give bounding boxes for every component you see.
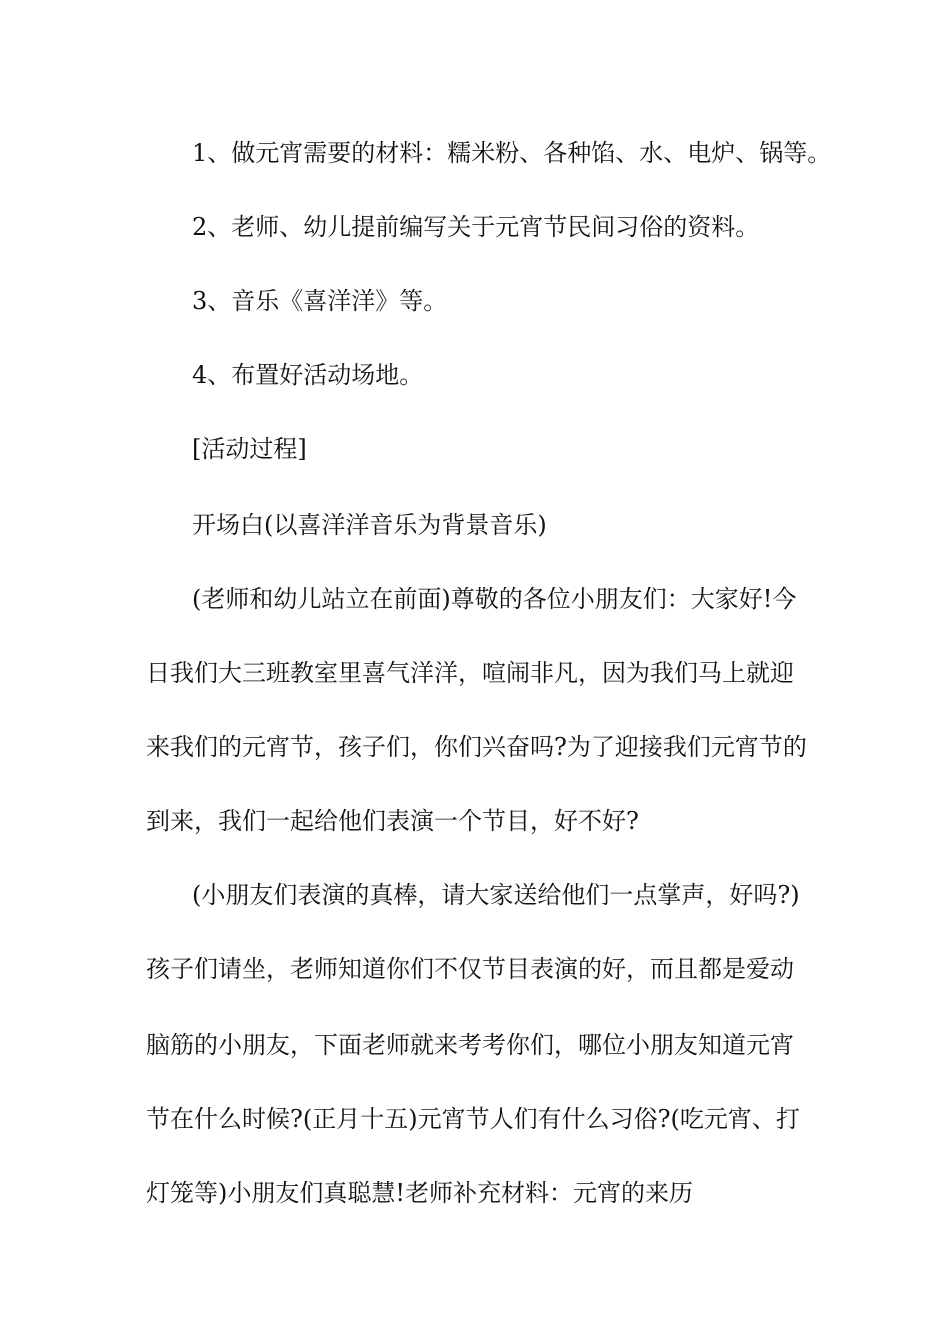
text-line-6: 开场白(以喜洋洋音乐为背景音乐) <box>192 511 547 539</box>
text-line-1: 1、做元宵需要的材料：糯米粉、各种馅、水、电炉、锅等。 <box>192 139 832 167</box>
text-line-12: 孩子们请坐，老师知道你们不仅节目表演的好，而且都是爱动 <box>146 955 794 983</box>
text-line-13: 脑筋的小朋友，下面老师就来考考你们，哪位小朋友知道元宵 <box>146 1031 794 1059</box>
text-line-11: (小朋友们表演的真棒，请大家送给他们一点掌声，好吗?) <box>192 881 800 909</box>
text-line-3: 3、音乐《喜洋洋》等。 <box>192 287 448 315</box>
text-line-10: 到来，我们一起给他们表演一个节目，好不好? <box>146 807 639 835</box>
text-line-15: 灯笼等)小朋友们真聪慧!老师补充材料：元宵的来历 <box>146 1179 694 1207</box>
text-line-14: 节在什么时候?(正月十五)元宵节人们有什么习俗?(吃元宵、打 <box>146 1105 800 1133</box>
text-line-7: (老师和幼儿站立在前面)尊敬的各位小朋友们：大家好!今 <box>192 585 797 613</box>
section-heading: [活动过程] <box>192 435 307 463</box>
text-line-4: 4、布置好活动场地。 <box>192 361 424 389</box>
text-line-2: 2、老师、幼儿提前编写关于元宵节民间习俗的资料。 <box>192 213 760 241</box>
text-line-9: 来我们的元宵节，孩子们，你们兴奋吗?为了迎接我们元宵节的 <box>146 733 807 761</box>
text-line-8: 日我们大三班教室里喜气洋洋，喧闹非凡，因为我们马上就迎 <box>146 659 794 687</box>
